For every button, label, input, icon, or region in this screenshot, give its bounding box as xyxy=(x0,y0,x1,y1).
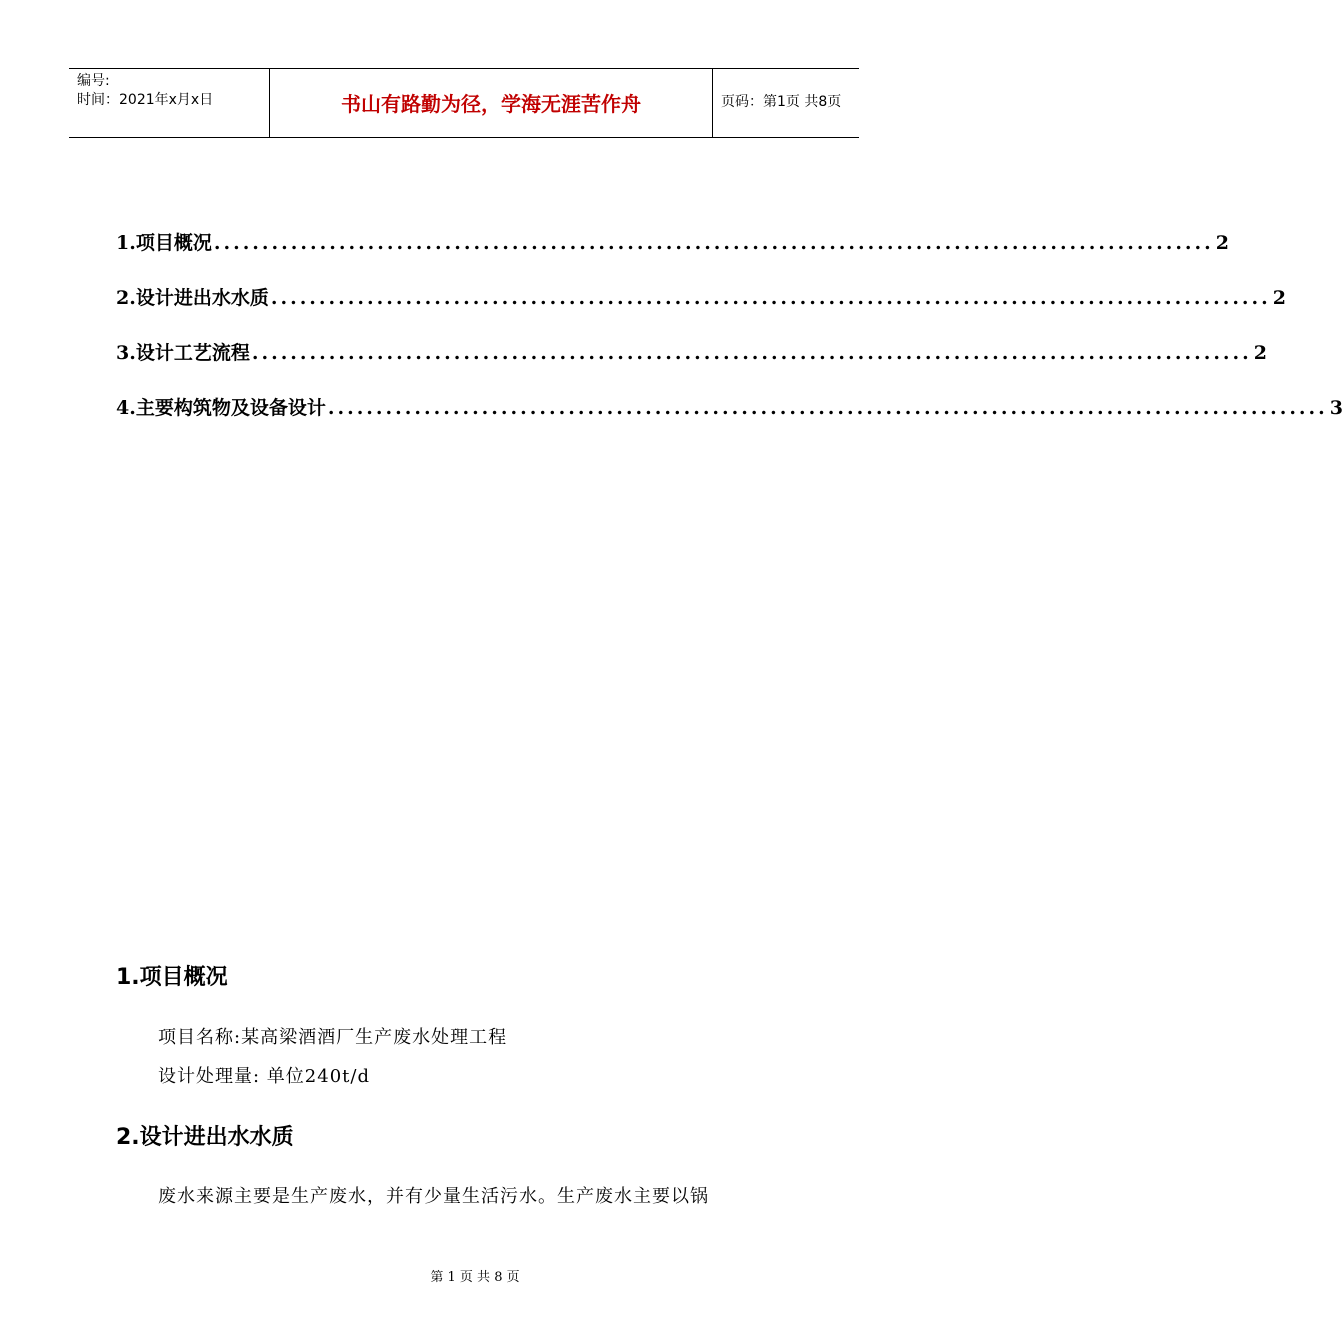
page-footer: 第 1 页 共 8 页 xyxy=(430,1270,520,1285)
serial-number-label: 编号: xyxy=(77,73,110,89)
header-page-cell xyxy=(713,69,859,137)
design-capacity-line: 设计处理量: 单位240t/d xyxy=(158,1066,370,1087)
document-header xyxy=(69,68,859,138)
toc-entry[interactable] xyxy=(116,283,1287,313)
section-heading-water-quality: 2.设计进出水水质 xyxy=(116,1125,294,1150)
table-of-contents xyxy=(116,228,1343,448)
toc-entry[interactable] xyxy=(116,228,1230,258)
toc-entry-label: 2.设计进出水水质 xyxy=(116,287,269,309)
header-page-info: 页码：第1页 共8页 xyxy=(721,94,842,110)
date-label: 时间：2021年x月x日 xyxy=(77,92,214,108)
toc-leader-dots: ........................................................................................................ xyxy=(327,397,1328,419)
section-heading-overview: 1.项目概况 xyxy=(116,965,228,990)
toc-entry-page: 3 xyxy=(1329,397,1343,419)
project-name-line: 项目名称:某高梁酒酒厂生产废水处理工程 xyxy=(158,1027,508,1048)
toc-entry-label: 1.项目概况 xyxy=(116,232,212,254)
toc-entry[interactable] xyxy=(116,393,1343,423)
toc-entry[interactable] xyxy=(116,338,1268,368)
toc-entry-label: 3.设计工艺流程 xyxy=(116,342,250,364)
toc-entry-page: 2 xyxy=(1253,342,1268,364)
wastewater-source-paragraph: 废水来源主要是生产废水，并有少量生活污水。生产废水主要以锅 xyxy=(158,1186,709,1207)
toc-leader-dots: ........................................................................................................ xyxy=(213,232,1214,254)
toc-leader-dots: ........................................................................................................ xyxy=(251,342,1252,364)
toc-leader-dots: ........................................................................................................ xyxy=(270,287,1271,309)
header-meta-cell xyxy=(69,69,269,137)
toc-entry-label: 4.主要构筑物及设备设计 xyxy=(116,397,326,419)
header-motto-cell xyxy=(269,69,713,137)
header-motto: 书山有路勤为径，学海无涯苦作舟 xyxy=(341,92,641,116)
toc-entry-page: 2 xyxy=(1215,232,1230,254)
toc-entry-page: 2 xyxy=(1272,287,1287,309)
